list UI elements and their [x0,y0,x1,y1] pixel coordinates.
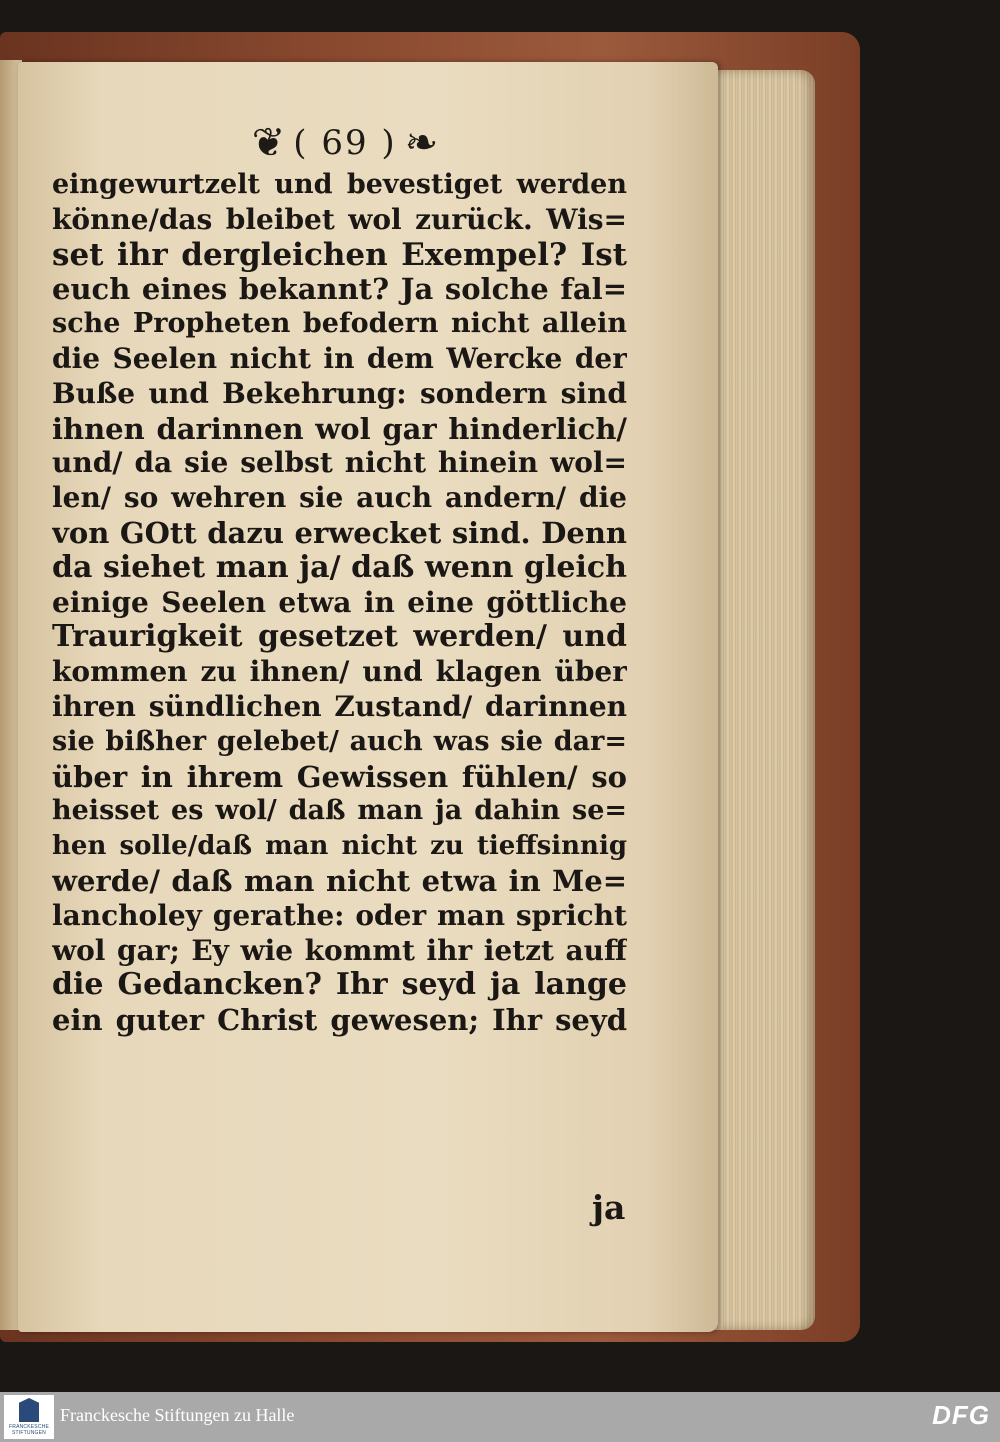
catchword: ja [592,1188,626,1227]
text-line: ihnen darinnen wol gar hinderlich/ [52,411,627,446]
text-line: sche Propheten befodern nicht allein [52,308,627,340]
text-line: ihren sündlichen Zustand/ darinnen [52,689,627,723]
text-line: euch eines bekannt? Ja solche fal= [52,272,627,307]
text-line: Traurigkeit gesetzet werden/ und [52,620,627,655]
page-header [200,118,490,168]
page-text [52,168,627,1038]
text-line: kommen zu ihnen/ und klagen über [52,655,627,689]
text-line: Buße und Bekehrung: sondern sind [52,376,627,410]
right-ornament-icon: ❧ [404,120,439,166]
text-line: hen solle/daß man nicht zu tieffsinnig [52,831,627,862]
text-line: len/ so wehren sie auch andern/ die [52,481,627,515]
text-line: werde/ daß man nicht etwa in Me= [52,863,627,898]
footer-bar [0,1392,1000,1442]
text-line: eingewurtzelt und bevestiget werden [52,169,627,200]
text-line: die Seelen nicht in dem Wercke der [52,341,627,375]
left-ornament-icon: ❦ [251,120,286,166]
text-line: könne/das bleibet wol zurück. Wis= [52,202,627,236]
text-line: die Gedancken? Ihr seyd ja lange [52,968,627,1003]
logo-text: FRANCKESCHE STIFTUNGEN [9,1424,49,1436]
text-line: über in ihrem Gewissen fühlen/ so [52,759,627,794]
institution-logo[interactable] [4,1395,54,1439]
text-line: von GOtt dazu erwecket sind. Denn [52,515,627,550]
dfg-logo[interactable]: DFG [932,1400,990,1430]
text-line: heisset es wol/ daß man ja dahin se= [52,795,627,827]
institution-name[interactable]: Franckesche Stiftungen zu Halle [60,1405,295,1425]
page-number: ( 69 ) [293,123,397,163]
text-line: und/ da sie selbst nicht hinein wol= [52,446,627,480]
text-line: lancholey gerathe: oder man spricht [52,898,627,932]
text-line: ein guter Christ gewesen; Ihr seyd [52,1003,627,1038]
shield-icon [19,1398,39,1422]
text-line: wol gar; Ey wie kommt ihr ietzt auff [52,933,627,967]
text-line: sie bißher gelebet/ auch was sie dar= [52,725,627,757]
text-line: da siehet man ja/ daß wenn gleich [52,550,627,585]
text-line: set ihr dergleichen Exempel? Ist [52,237,627,273]
text-line: einige Seelen etwa in eine göttliche [52,585,627,619]
